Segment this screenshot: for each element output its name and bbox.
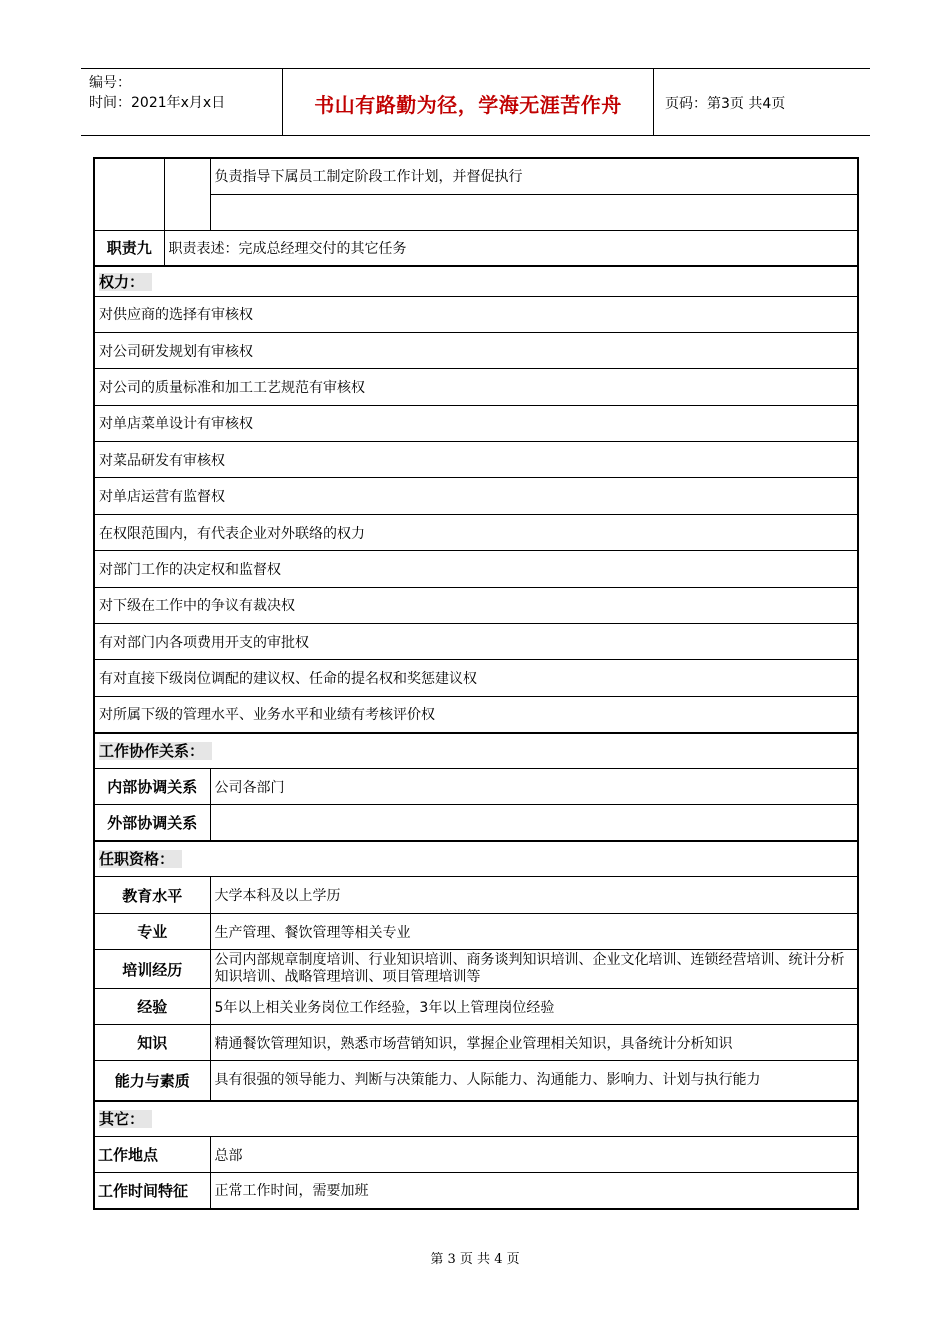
relations-title-cell <box>94 733 858 769</box>
authority-row <box>94 696 858 732</box>
authority-row <box>94 660 858 696</box>
duty9-text: 职责表述：完成总经理交付的其它任务 <box>164 230 858 266</box>
page-header <box>81 68 870 136</box>
authority-row <box>94 587 858 623</box>
header-meta <box>89 73 279 113</box>
duty-sub-cell <box>164 158 210 230</box>
qualification-value: 生产管理、餐饮管理等相关专业 <box>210 914 858 950</box>
authority-row <box>94 332 858 368</box>
qualification-label: 经验 <box>94 989 210 1025</box>
authority-row <box>94 478 858 514</box>
document-number-label: 编号： <box>89 75 131 91</box>
other-label: 工作时间特征 <box>94 1173 210 1209</box>
authority-item: 对单店菜单设计有审核权 <box>94 405 858 441</box>
duty-label-cell <box>94 158 164 230</box>
authority-title: 权力： <box>99 273 152 291</box>
qualification-label: 教育水平 <box>94 877 210 914</box>
relations-value: 公司各部门 <box>210 769 858 805</box>
authority-item: 对所属下级的管理水平、业务水平和业绩有考核评价权 <box>94 696 858 732</box>
other-section-header <box>94 1101 858 1137</box>
authority-row <box>94 296 858 332</box>
relations-label: 外部协调关系 <box>94 805 210 841</box>
authority-row <box>94 405 858 441</box>
qualification-value: 精通餐饮管理知识，熟悉市场营销知识，掌握企业管理相关知识，具备统计分析知识 <box>210 1025 858 1061</box>
authority-item: 对公司的质量标准和加工工艺规范有审核权 <box>94 369 858 405</box>
authority-item: 对部门工作的决定权和监督权 <box>94 551 858 587</box>
relations-row-internal <box>94 769 858 805</box>
qualifications-title-cell <box>94 841 858 877</box>
qualification-label: 能力与素质 <box>94 1061 210 1101</box>
qualification-row-experience <box>94 989 858 1025</box>
other-value: 总部 <box>210 1137 858 1173</box>
qualification-value: 5年以上相关业务岗位工作经验，3年以上管理岗位经验 <box>210 989 858 1025</box>
authority-row <box>94 551 858 587</box>
job-description-table <box>93 157 859 1210</box>
authority-item: 有对部门内各项费用开支的审批权 <box>94 624 858 660</box>
authority-title-cell <box>94 266 858 296</box>
relations-label: 内部协调关系 <box>94 769 210 805</box>
qualification-row-training <box>94 950 858 989</box>
other-row-location <box>94 1137 858 1173</box>
authority-row <box>94 624 858 660</box>
relations-section-header <box>94 733 858 769</box>
duty-task-cell-empty <box>210 194 858 230</box>
relations-row-external <box>94 805 858 841</box>
authority-item: 在权限范围内，有代表企业对外联络的权力 <box>94 514 858 550</box>
other-value: 正常工作时间，需要加班 <box>210 1173 858 1209</box>
other-label: 工作地点 <box>94 1137 210 1173</box>
relations-title: 工作协作关系： <box>99 742 212 760</box>
duty-task-cell: 负责指导下属员工制定阶段工作计划，并督促执行 <box>210 158 858 194</box>
qualification-row-ability <box>94 1061 858 1101</box>
other-row-worktime <box>94 1173 858 1209</box>
qualification-row-major <box>94 914 858 950</box>
qualification-value: 具有很强的领导能力、判断与决策能力、人际能力、沟通能力、影响力、计划与执行能力 <box>210 1061 858 1101</box>
qualification-value: 大学本科及以上学历 <box>210 877 858 914</box>
header-motto: 书山有路勤为径，学海无涯苦作舟 <box>314 93 622 117</box>
authority-item: 有对直接下级岗位调配的建议权、任命的提名权和奖惩建议权 <box>94 660 858 696</box>
qualification-label: 专业 <box>94 914 210 950</box>
authority-row <box>94 369 858 405</box>
qualification-label: 知识 <box>94 1025 210 1061</box>
authority-item: 对菜品研发有审核权 <box>94 442 858 478</box>
authority-item: 对下级在工作中的争议有裁决权 <box>94 587 858 623</box>
authority-item: 对供应商的选择有审核权 <box>94 296 858 332</box>
qualification-label: 培训经历 <box>94 950 210 989</box>
duty9-label: 职责九 <box>94 230 164 266</box>
qualification-value: 公司内部规章制度培训、行业知识培训、商务谈判知识培训、企业文化培训、连锁经营培训、统计分析知识培训、战略管理培训、项目管理培训等 <box>210 950 858 989</box>
qualification-row-education <box>94 877 858 914</box>
other-title: 其它： <box>99 1110 152 1128</box>
other-title-cell <box>94 1101 858 1137</box>
duty-row-9 <box>94 230 858 266</box>
header-page-info: 页码：第3页 共4页 <box>665 96 786 112</box>
authority-row <box>94 442 858 478</box>
authority-section-header <box>94 266 858 296</box>
page-footer: 第 3 页 共 4 页 <box>430 1252 520 1267</box>
qualifications-section-header <box>94 841 858 877</box>
document-time-label: 时间：2021年x月x日 <box>89 95 226 111</box>
qualifications-title: 任职资格： <box>99 850 182 868</box>
authority-row <box>94 514 858 550</box>
header-divider <box>653 69 654 136</box>
authority-item: 对单店运营有监督权 <box>94 478 858 514</box>
qualification-row-knowledge <box>94 1025 858 1061</box>
duty-row-continued <box>94 158 858 194</box>
relations-value <box>210 805 858 841</box>
authority-item: 对公司研发规划有审核权 <box>94 332 858 368</box>
